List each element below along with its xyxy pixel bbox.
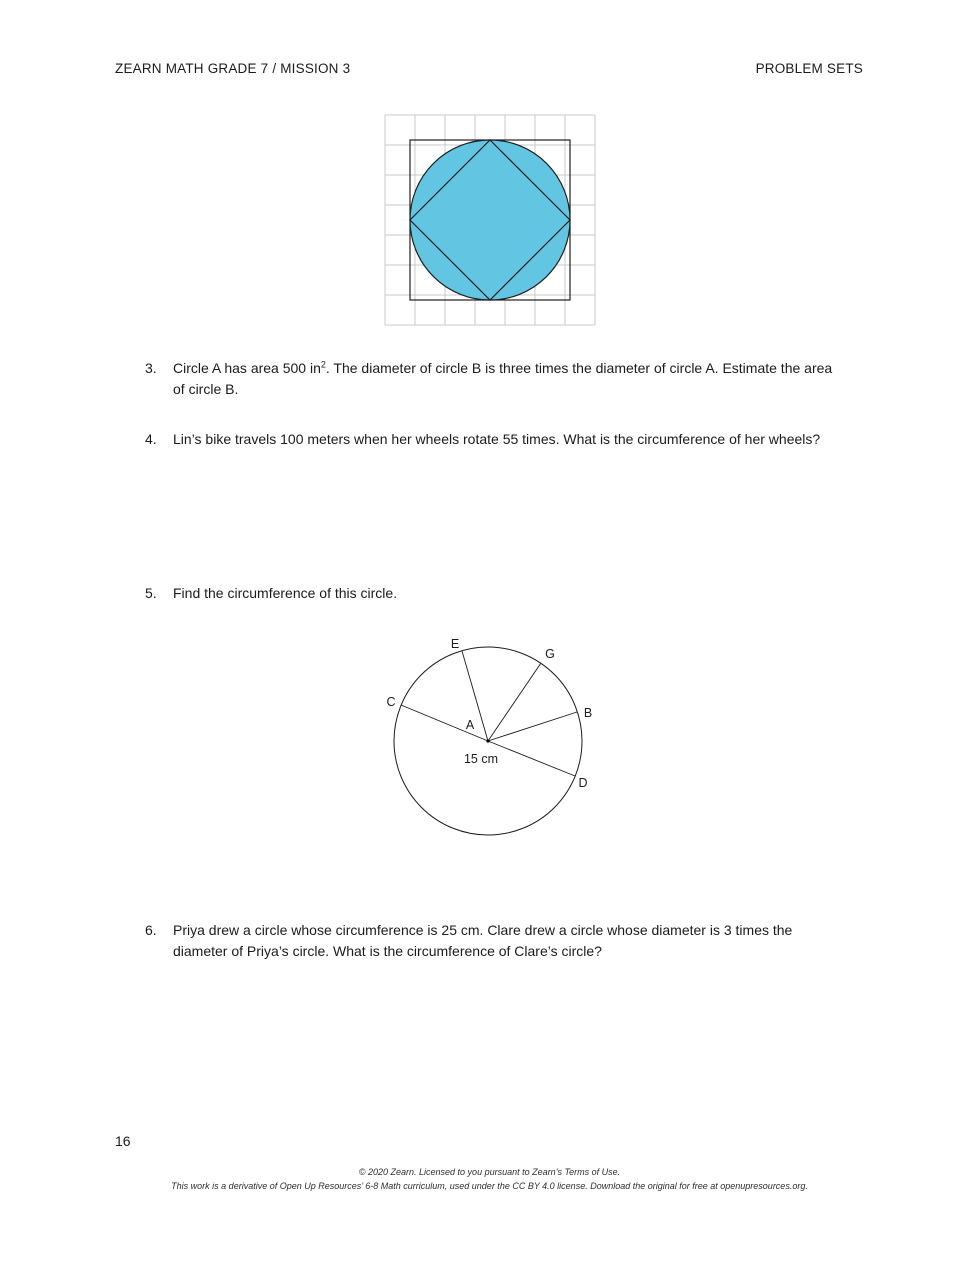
page-footer: [0, 1166, 979, 1193]
problem-5-number: 5.: [145, 585, 157, 601]
radius-line-G: [488, 663, 541, 741]
superscript-2: 2: [320, 359, 326, 370]
problem-3-text: [173, 358, 903, 399]
problem-6-line-2: diameter of Priya’s circle. What is the circumference of Clare’s circle?: [173, 942, 602, 959]
footer-line-1: © 2020 Zearn. Licensed to you pursuant to Zearn’s Terms of Use.: [358, 1167, 621, 1177]
center-point: [486, 739, 489, 742]
problem-3-line-2: of circle B.: [173, 380, 239, 397]
problem-6-number: 6.: [145, 922, 157, 938]
problem-5: [145, 583, 903, 604]
header-right-title: PROBLEM SETS: [755, 61, 863, 76]
center-label-A: A: [465, 718, 475, 732]
problem-4: [145, 429, 903, 450]
inscribed-circle: [410, 140, 570, 300]
radius-measure-label: 15 cm: [463, 752, 499, 766]
problem-5-text: [173, 583, 903, 604]
grid-circle-figure: [384, 114, 596, 326]
point-label-B: B: [583, 706, 593, 720]
point-label-C: C: [386, 695, 396, 709]
figure-shapes: [410, 140, 570, 300]
radius-line-B: [488, 712, 577, 741]
problem-4-text: [173, 429, 903, 450]
problem-6-line-1: Priya drew a circle whose circumference is 25 cm. Clare drew a circle whose diameter is 3 times the: [173, 922, 793, 938]
problem-6-text: [173, 920, 903, 961]
problem-5-line-1: Find the circumference of this circle.: [173, 585, 398, 601]
point-label-G: G: [545, 647, 555, 661]
problem-4-line-1: Lin’s bike travels 100 meters when her wheels rotate 55 times. What is the circumference of her wheels?: [173, 431, 821, 447]
radius-line-D: [488, 741, 575, 776]
header-left-title: ZEARN MATH GRADE 7 / MISSION 3: [115, 61, 351, 76]
radius-line-C: [401, 705, 488, 741]
footer-line-2: This work is a derivative of Open Up Resources’ 6-8 Math curriculum, used under the CC BY 4.0 license. Download the original for free at openupresources.org.: [171, 1180, 808, 1191]
problem-6: [145, 920, 903, 961]
problem-3: [145, 358, 903, 399]
page-header: [115, 61, 863, 76]
problem-4-number: 4.: [145, 431, 157, 447]
point-label-E: E: [450, 637, 460, 651]
page-number: 16: [115, 1133, 131, 1149]
point-label-D: D: [578, 776, 588, 790]
problem-3-line-1: Circle A has area 500 $in^2$. The diameter of circle B is three times the diameter of circle A. Estimate the area: [173, 359, 833, 376]
problem-3-number: 3.: [145, 360, 157, 376]
circle-radii-diagram: [385, 636, 600, 841]
